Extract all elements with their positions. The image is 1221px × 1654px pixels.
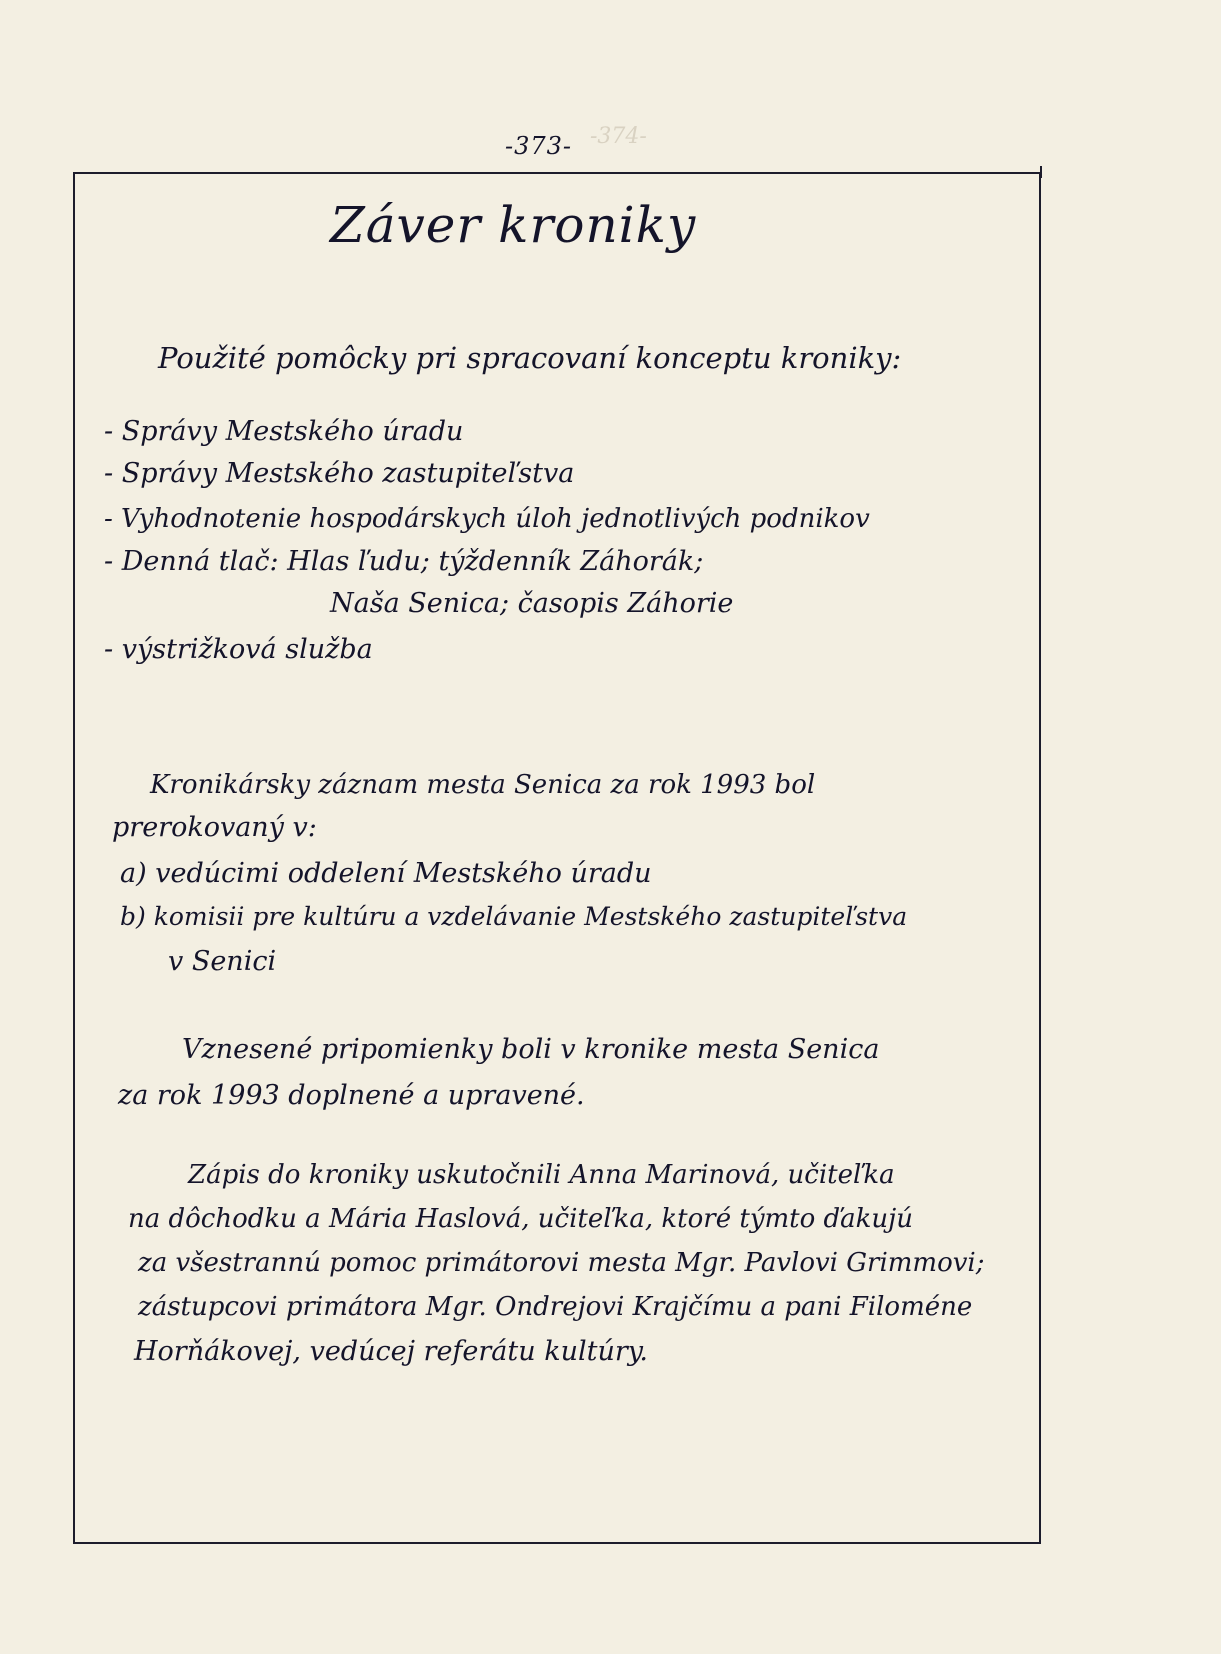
remarks-line: za rok 1993 doplnené a upravené. xyxy=(118,1080,585,1111)
closing-line: Zápis do kroniky uskutočnili Anna Marinová, učiteľka xyxy=(188,1160,895,1190)
closing-line: zástupcovi primátora Mgr. Ondrejovi Krajčímu a pani Filoméne xyxy=(138,1292,973,1322)
review-line: Kronikársky záznam mesta Senica za rok 1993 bol xyxy=(150,770,816,800)
aids-heading: Použité pomôcky pri spracovaní konceptu kroniky: xyxy=(158,341,902,375)
aids-item: - Vyhodnotenie hospodárskych úloh jednotlivých podnikov xyxy=(104,504,870,534)
faint-page-number: -374- xyxy=(590,124,647,149)
page-number: -373- xyxy=(505,132,573,160)
closing-line: za všestrannú pomoc primátorovi mesta Mgr. Pavlovi Grimmovi; xyxy=(138,1248,985,1278)
remarks-line: Vznesené pripomienky boli v kronike mesta Senica xyxy=(182,1034,880,1065)
aids-item: - Denná tlač: Hlas ľudu; týždenník Záhorák; xyxy=(104,546,704,577)
review-line: prerokovaný v: xyxy=(112,812,317,843)
closing-line: na dôchodku a Mária Haslová, učiteľka, ktoré týmto ďakujú xyxy=(128,1204,913,1234)
aids-item: - výstrižková služba xyxy=(104,634,373,665)
review-line: v Senici xyxy=(168,946,277,977)
page-title: Záver kroniky xyxy=(330,196,697,254)
aids-item: - Správy Mestského úradu xyxy=(104,416,464,447)
review-line: b) komisii pre kultúru a vzdelávanie Mestského zastupiteľstva xyxy=(120,902,908,931)
closing-line: Horňákovej, vedúcej referátu kultúry. xyxy=(134,1336,649,1367)
aids-item: - Správy Mestského zastupiteľstva xyxy=(104,458,575,489)
aids-item: Naša Senica; časopis Záhorie xyxy=(330,588,734,619)
review-line: a) vedúcimi oddelení Mestského úradu xyxy=(120,858,652,889)
